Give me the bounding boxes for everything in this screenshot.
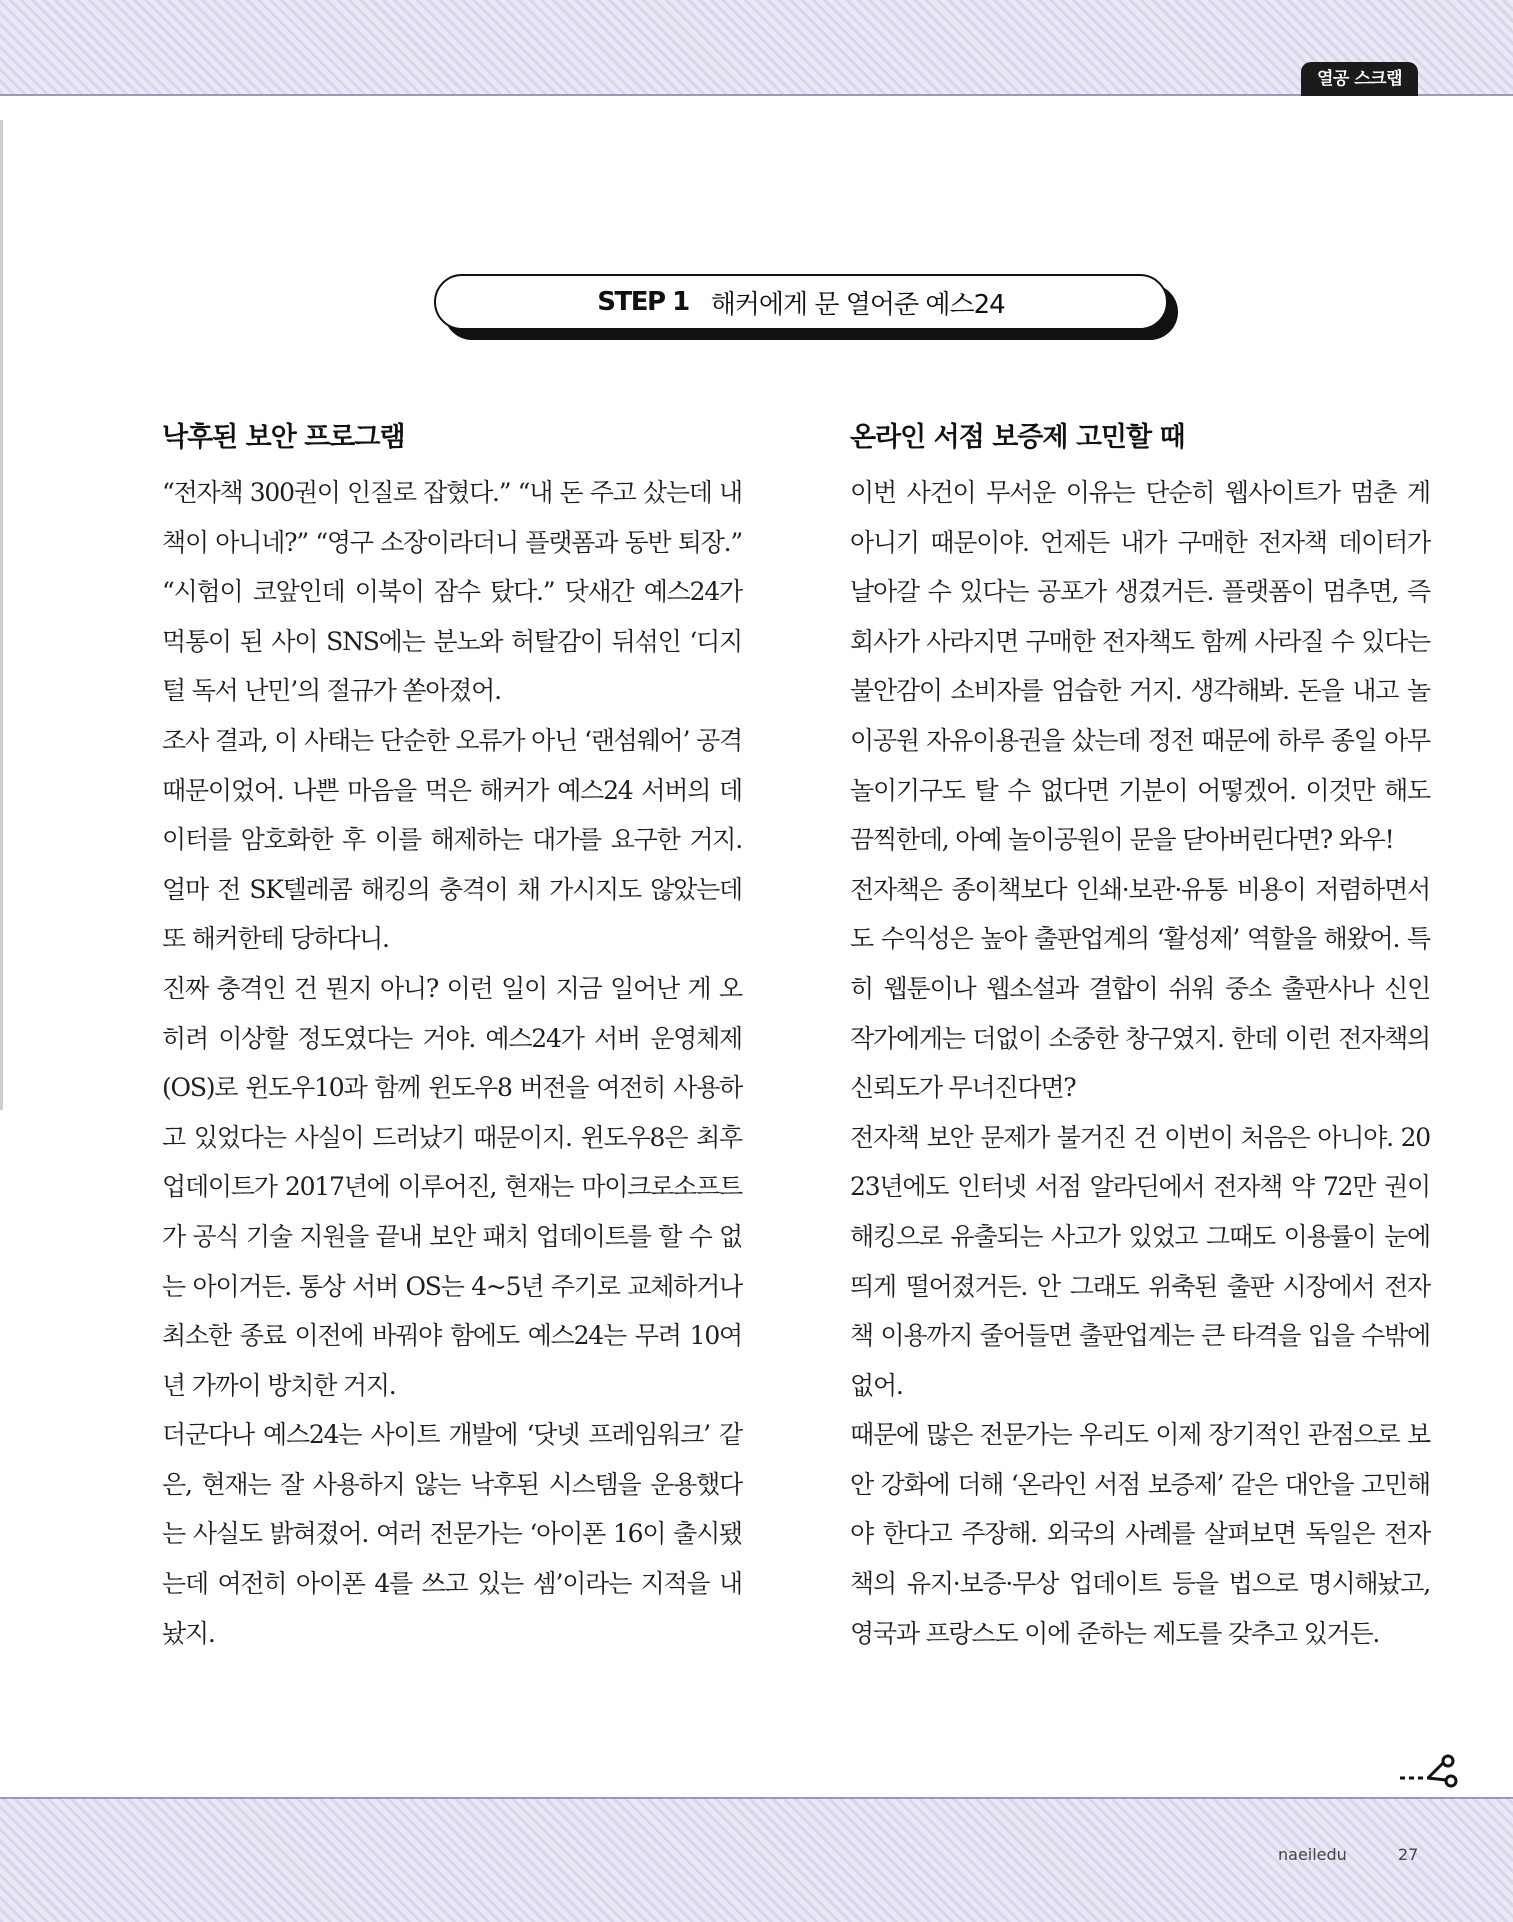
page-number: 27 [1398, 1845, 1419, 1864]
step-title: 해커에게 문 열어준 예스24 [710, 289, 1005, 320]
step-banner-pill [434, 274, 1168, 330]
top-stripe-band [0, 0, 1513, 96]
step-banner [434, 274, 1168, 330]
paragraph: “전자책 300권이 인질로 잡혔다.” “내 돈 주고 샀는데 내 책이 아니네?” “영구 소장이라더니 플랫폼과 동반 퇴장.” “시험이 코앞인데 이북이 잠수 탔다.” 닷새간 예스24가 먹통이 된 사이 SNS에는 분노와 허탈감이 뒤섞인 ‘디지털 독서 난민’의 절규가 쏟아졌어. [162, 478, 742, 706]
left-column-heading: 낙후된 보안 프로그램 [162, 422, 405, 453]
step-label: STEP 1 [597, 287, 689, 317]
left-column [162, 414, 742, 1658]
paragraph: 이번 사건이 무서운 이유는 단순히 웹사이트가 멈춘 게 아니기 때문이야. 언제든 내가 구매한 전자책 데이터가 날아갈 수 있다는 공포가 생겼거든. 플랫폼이 멈추면, 즉 회사가 사라지면 구매한 전자책도 함께 사라질 수 있다는 불안감이 소비자를 엄습한 거지. 생각해봐. 돈을 내고 놀이공원 자유이용권을 샀는데 정전 때문에 하루 종일 아무 놀이기구도 탈 수 없다면 기분이 어떻겠어. 이것만 해도 끔찍한데, 아예 놀이공원이 문을 닫아버린다면? 와우! [850, 478, 1430, 855]
paragraph: 전자책 보안 문제가 불거진 건 이번이 처음은 아니야. 2023년에도 인터넷 서점 알라딘에서 전자책 약 72만 권이 해킹으로 유출되는 사고가 있었고 그때도 이용률이 눈에 띄게 떨어졌거든. 안 그래도 위축된 출판 시장에서 전자책 이용까지 줄어들면 출판업계는 큰 타격을 입을 수밖에 없어. [850, 1122, 1430, 1400]
paragraph: 조사 결과, 이 사태는 단순한 오류가 아닌 ‘랜섬웨어’ 공격 때문이었어. 나쁜 마음을 먹은 해커가 예스24 서버의 데이터를 암호화한 후 이를 해제하는 대가를 요구한 거지. 얼마 전 SK텔레콤 해킹의 충격이 채 가시지도 않았는데 또 해커한테 당하다니. [162, 725, 742, 954]
paragraph: 진짜 충격인 건 뭔지 아니? 이런 일이 지금 일어난 게 오히려 이상할 정도였다는 거야. 예스24가 서버 운영체제(OS)로 윈도우10과 함께 윈도우8 버전을 여전히 사용하고 있었다는 사실이 드러났기 때문이지. 윈도우8은 최후 업데이트가 2017년에 이루어진, 현재는 마이크로소프트가 공식 기술 지원을 끝내 보안 패치 업데이트를 할 수 없는 아이거든. 통상 서버 OS는 4~5년 주기로 교체하거나 최소한 종료 이전에 바꿔야 함에도 예스24는 무려 10여 년 가까이 방치한 거지. [162, 973, 742, 1400]
right-column [850, 414, 1430, 1658]
scissors-icon [1398, 1754, 1460, 1792]
footer-brand: naeiledu [1278, 1845, 1347, 1864]
right-column-heading: 온라인 서점 보증제 고민할 때 [850, 422, 1185, 453]
paragraph: 전자책은 종이책보다 인쇄·보관·유통 비용이 저렴하면서도 수익성은 높아 출판업계의 ‘활성제’ 역할을 해왔어. 특히 웹툰이나 웹소설과 결합이 쉬워 중소 출판사나 신인 작가에게는 더없이 소중한 창구였지. 한데 이런 전자책의 신뢰도가 무너진다면? [850, 874, 1430, 1103]
paragraph: 때문에 많은 전문가는 우리도 이제 장기적인 관점으로 보안 강화에 더해 ‘온라인 서점 보증제’ 같은 대안을 고민해야 한다고 주장해. 외국의 사례를 살펴보면 독일은 전자책의 유지·보증·무상 업데이트 등을 법으로 명시해놨고, 영국과 프랑스도 이에 준하는 제도를 갖추고 있거든. [850, 1420, 1430, 1648]
paragraph: 더군다나 예스24는 사이트 개발에 ‘닷넷 프레임워크’ 같은, 현재는 잘 사용하지 않는 낙후된 시스템을 운용했다는 사실도 밝혀졌어. 여러 전문가는 ‘아이폰 16이 출시됐는데 여전히 아이폰 4를 쓰고 있는 셈’이라는 지적을 내놨지. [162, 1420, 742, 1648]
section-tab: 열공 스크랩 [1301, 62, 1418, 96]
page-edge-line [0, 120, 3, 1110]
